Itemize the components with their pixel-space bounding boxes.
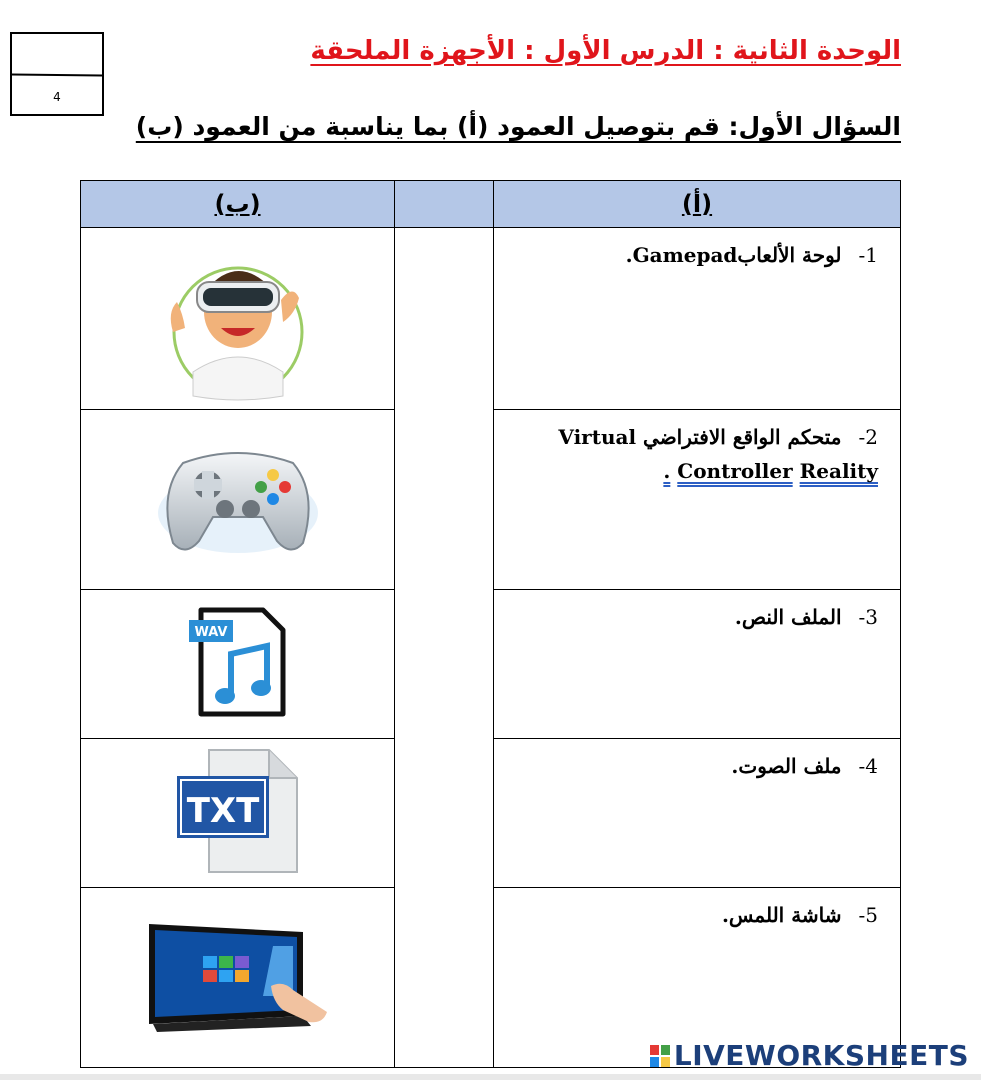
wav-label: WAV: [194, 625, 227, 640]
column-b-header: (ب): [81, 181, 395, 228]
item-2-number: 2-: [858, 425, 878, 449]
connector-column-header: [395, 181, 494, 228]
item-4-text: ملف الصوت.: [731, 754, 842, 778]
score-divider: [12, 74, 102, 77]
score-value: 4: [53, 90, 61, 104]
item-5-number: 5-: [858, 903, 878, 927]
gamepad-icon: [153, 433, 323, 563]
vr-headset-boy-icon: [163, 232, 313, 402]
item-1-text: لوحة الألعابGamepad.: [625, 243, 842, 267]
image-cell-5[interactable]: [81, 888, 395, 1068]
image-cell-2[interactable]: [81, 410, 395, 590]
item-3[interactable]: [494, 590, 901, 739]
item-5-text: شاشة اللمس.: [721, 903, 842, 927]
connector-column[interactable]: [395, 228, 494, 1068]
question-title: السؤال الأول: قم بتوصيل العمود (أ) بما يناسبة من العمود (ب): [135, 112, 901, 141]
liveworksheets-icon: [650, 1045, 670, 1067]
item-2-text-arabic: متحكم الواقع الافتراضي: [643, 425, 842, 449]
touchscreen-monitor-icon: [143, 916, 333, 1036]
item-4-number: 4-: [858, 754, 878, 778]
wav-file-icon: [183, 602, 293, 722]
brand-name: LIVEWORKSHEETS: [673, 1039, 969, 1072]
item-2-text-en-1: Virtual: [558, 425, 637, 449]
bottom-strip: [0, 1074, 981, 1080]
column-a-header: (أ): [494, 181, 901, 228]
item-4[interactable]: [494, 739, 901, 888]
txt-file-icon: [173, 746, 303, 876]
matching-table: [80, 180, 901, 1068]
txt-label: TXT: [186, 791, 259, 831]
image-cell-1[interactable]: [81, 228, 395, 410]
image-cell-3[interactable]: [81, 590, 395, 739]
item-3-number: 3-: [858, 605, 878, 629]
item-3-text: الملف النص.: [734, 605, 842, 629]
unit-title: الوحدة الثانية : الدرس الأول : الأجهزة الملحقة: [310, 36, 901, 66]
item-2-text-en-3: Controller: [677, 459, 793, 483]
item-2-text-en-2: Reality: [799, 459, 878, 483]
item-2-text-dot: .: [663, 459, 671, 483]
item-1-number: 1-: [858, 243, 878, 267]
image-cell-4[interactable]: [81, 739, 395, 888]
liveworksheets-logo: [650, 1039, 969, 1072]
item-1[interactable]: [494, 228, 901, 410]
score-box: [10, 32, 104, 116]
item-2[interactable]: [494, 410, 901, 590]
